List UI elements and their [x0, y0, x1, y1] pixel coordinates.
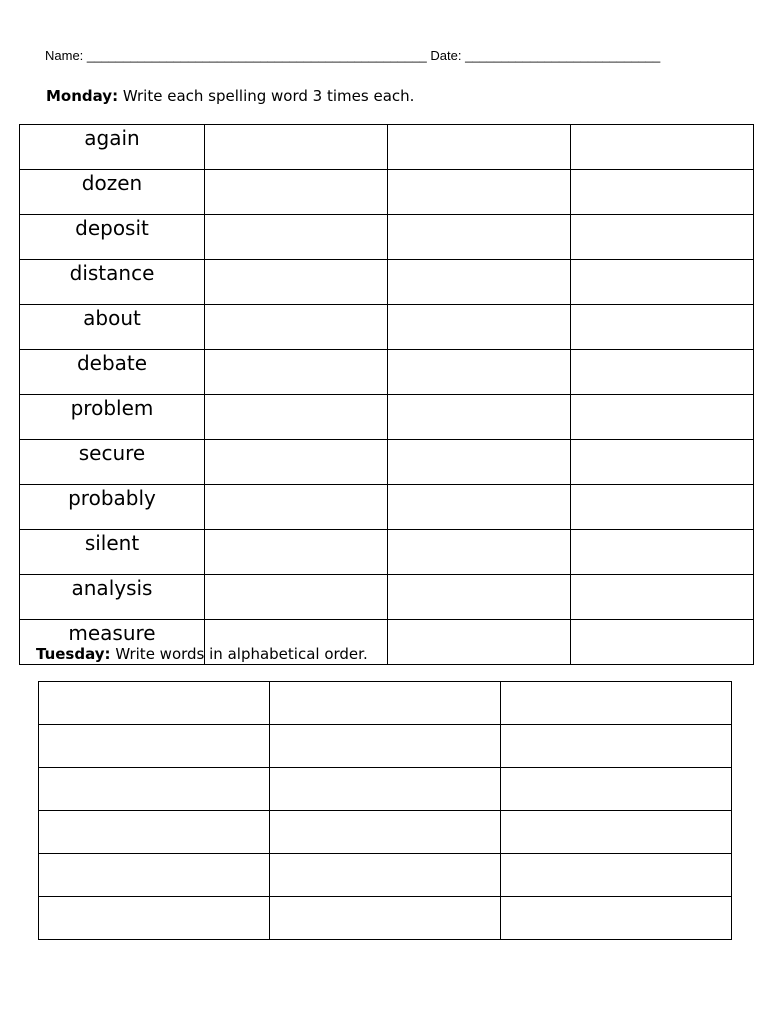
alphabetical-cell[interactable]: [39, 854, 270, 897]
alphabetical-cell[interactable]: [270, 811, 501, 854]
alphabetical-cell[interactable]: [270, 897, 501, 940]
alphabetical-cell[interactable]: [501, 854, 732, 897]
spelling-word: again: [20, 125, 205, 170]
writing-cell[interactable]: [571, 350, 754, 395]
table-row: [39, 897, 732, 940]
table-row: [39, 854, 732, 897]
writing-cell[interactable]: [205, 395, 388, 440]
spelling-word: probably: [20, 485, 205, 530]
writing-cell[interactable]: [571, 170, 754, 215]
writing-cell[interactable]: [388, 260, 571, 305]
writing-cell[interactable]: [388, 575, 571, 620]
table-row: [20, 440, 754, 485]
alphabetical-cell[interactable]: [501, 682, 732, 725]
monday-instruction: Write each spelling word 3 times each.: [118, 87, 415, 105]
writing-cell[interactable]: [571, 485, 754, 530]
spelling-word: deposit: [20, 215, 205, 260]
writing-cell[interactable]: [388, 170, 571, 215]
monday-day-label: Monday:: [46, 87, 119, 105]
table-row: [39, 768, 732, 811]
writing-cell[interactable]: [571, 305, 754, 350]
spelling-word: debate: [20, 350, 205, 395]
monday-heading: [46, 87, 414, 105]
date-label: Date:: [430, 48, 462, 63]
writing-cell[interactable]: [205, 125, 388, 170]
table-row: [20, 215, 754, 260]
table-row: [20, 395, 754, 440]
table-row: [20, 170, 754, 215]
writing-cell[interactable]: [388, 125, 571, 170]
table-row: [20, 305, 754, 350]
spelling-word: distance: [20, 260, 205, 305]
alphabetical-cell[interactable]: [501, 811, 732, 854]
writing-cell[interactable]: [205, 575, 388, 620]
alphabetical-cell[interactable]: [39, 725, 270, 768]
writing-cell[interactable]: [388, 395, 571, 440]
alphabetical-cell[interactable]: [501, 768, 732, 811]
table-row: [20, 485, 754, 530]
table-row: [39, 682, 732, 725]
name-date-line: [45, 48, 660, 63]
table-row: [39, 811, 732, 854]
alphabetical-cell[interactable]: [39, 811, 270, 854]
spelling-word: analysis: [20, 575, 205, 620]
alphabetical-cell[interactable]: [270, 768, 501, 811]
spelling-word: measure: [20, 620, 205, 665]
name-blank[interactable]: _______________________________________________: [86, 48, 427, 63]
spelling-word: secure: [20, 440, 205, 485]
alphabetical-cell[interactable]: [501, 725, 732, 768]
writing-cell[interactable]: [205, 215, 388, 260]
writing-cell[interactable]: [205, 260, 388, 305]
alphabetical-cell[interactable]: [39, 768, 270, 811]
writing-cell[interactable]: [205, 350, 388, 395]
table-row: [39, 725, 732, 768]
table-row: [20, 260, 754, 305]
writing-cell[interactable]: [571, 620, 754, 665]
tuesday-alphabetical-table: [38, 681, 732, 940]
tuesday-heading: [36, 645, 368, 663]
writing-cell[interactable]: [388, 305, 571, 350]
table-row: [20, 350, 754, 395]
alphabetical-cell[interactable]: [270, 725, 501, 768]
table-row: [20, 575, 754, 620]
writing-cell[interactable]: [571, 575, 754, 620]
writing-cell[interactable]: [205, 440, 388, 485]
writing-cell[interactable]: [388, 620, 571, 665]
spelling-word: problem: [20, 395, 205, 440]
writing-cell[interactable]: [571, 215, 754, 260]
alphabetical-cell[interactable]: [39, 897, 270, 940]
writing-cell[interactable]: [388, 530, 571, 575]
writing-cell[interactable]: [205, 485, 388, 530]
alphabetical-cell[interactable]: [270, 854, 501, 897]
writing-cell[interactable]: [571, 530, 754, 575]
writing-cell[interactable]: [388, 350, 571, 395]
monday-spelling-table: [19, 124, 754, 665]
writing-cell[interactable]: [571, 260, 754, 305]
writing-cell[interactable]: [388, 440, 571, 485]
writing-cell[interactable]: [388, 485, 571, 530]
writing-cell[interactable]: [205, 170, 388, 215]
writing-cell[interactable]: [388, 215, 571, 260]
tuesday-day-label: Tuesday:: [36, 645, 111, 663]
writing-cell[interactable]: [571, 440, 754, 485]
writing-cell[interactable]: [205, 530, 388, 575]
spelling-word: about: [20, 305, 205, 350]
name-label: Name:: [45, 48, 84, 63]
writing-cell[interactable]: [205, 305, 388, 350]
spelling-word: silent: [20, 530, 205, 575]
writing-cell[interactable]: [571, 125, 754, 170]
alphabetical-cell[interactable]: [270, 682, 501, 725]
date-blank[interactable]: ___________________________: [465, 48, 661, 63]
spelling-word: dozen: [20, 170, 205, 215]
tuesday-instruction: Write words in alphabetical order.: [110, 645, 368, 663]
table-row: [20, 530, 754, 575]
alphabetical-cell[interactable]: [501, 897, 732, 940]
alphabetical-cell[interactable]: [39, 682, 270, 725]
table-row: [20, 125, 754, 170]
writing-cell[interactable]: [571, 395, 754, 440]
